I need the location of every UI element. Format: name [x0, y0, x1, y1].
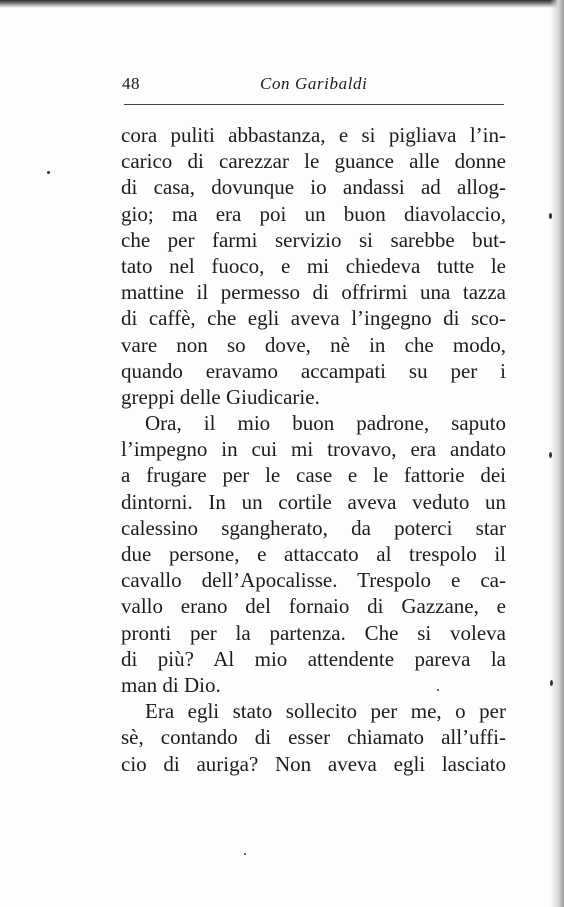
- paper-speck: [549, 452, 552, 458]
- text-line: man di Dio.: [121, 672, 221, 697]
- body-text: [121, 122, 506, 777]
- text-line: che per farmi servizio si sarebbe but-: [121, 227, 506, 252]
- paper-speck: [244, 853, 246, 855]
- text-line: gio; ma era poi un buon diavolaccio,: [121, 201, 506, 226]
- text-line: calessino sgangherato, da poterci star: [121, 515, 506, 540]
- text-line: a frugare per le case e le fattorie dei: [121, 463, 506, 488]
- text-line: pronti per la partenza. Che si voleva: [121, 620, 506, 645]
- text-line: cio di auriga? Non aveva egli lasciato: [121, 751, 506, 776]
- paper-speck: [550, 680, 553, 686]
- text-line: di caffè, che egli aveva l’ingegno di sco-: [121, 306, 506, 331]
- page-number: 48: [122, 74, 140, 93]
- header-rule: [124, 104, 504, 105]
- text-line: vare non so dove, nè in che modo,: [121, 332, 506, 357]
- paper-speck: [549, 213, 552, 219]
- text-line: greppi delle Giudicarie.: [121, 384, 320, 409]
- text-line: quando eravamo accampati su per i: [121, 358, 506, 383]
- paper-speck: [47, 171, 50, 174]
- running-header: [122, 74, 504, 98]
- text-line: sè, contando di esser chiamato all’uffi-: [121, 725, 506, 750]
- text-line: tato nel fuoco, e mi chiedeva tutte le: [121, 253, 506, 278]
- text-line: dintorni. In un cortile aveva veduto un: [121, 489, 506, 514]
- text-line: vallo erano del fornaio di Gazzane, e: [121, 594, 506, 619]
- running-title: Con Garibaldi: [260, 74, 368, 93]
- text-line: l’impegno in cui mi trovavo, era andato: [121, 437, 506, 462]
- page-gutter-edge: [550, 0, 564, 907]
- text-line: di più? Al mio attendente pareva la: [121, 646, 506, 671]
- text-line: due persone, e attaccato al trespolo il: [121, 542, 506, 566]
- page-top-shadow: [0, 0, 564, 8]
- text-line: Era egli stato sollecito per me, o per: [145, 699, 506, 724]
- text-line: carico di carezzar le guance alle donne: [121, 149, 506, 174]
- paper-speck: [437, 689, 439, 691]
- text-line: Ora, il mio buon padrone, saputo: [145, 411, 506, 436]
- text-line: cora puliti abbastanza, e si pigliava l’in-: [121, 123, 506, 147]
- text-line: cavallo dell’Apocalisse. Trespolo e ca-: [121, 568, 506, 593]
- text-line: mattine il permesso di offrirmi una tazza: [121, 280, 506, 305]
- text-line: di casa, dovunque io andassi ad allog-: [121, 175, 506, 200]
